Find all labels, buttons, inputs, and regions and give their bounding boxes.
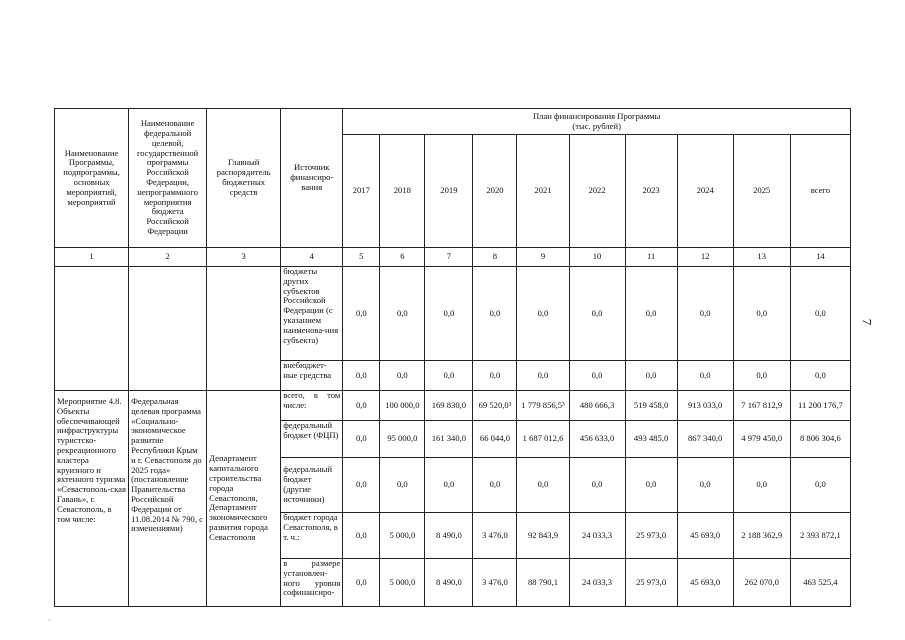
column-number: 6 [380,248,425,267]
column-number: 2 [129,248,207,267]
value-cell: 2 393 872,1 [790,513,850,559]
column-number: 8 [473,248,517,267]
year-cell: 2017 [343,135,380,248]
header-col2: Наименование федеральной целевой, государственной программы Российской Федерации, непрограммного мероприятия бюджета Российской Федерации [129,109,207,248]
column-number: 12 [677,248,733,267]
value-cell: 913 033,0 [677,391,733,421]
column-number: 13 [733,248,790,267]
column-number: 1 [55,248,129,267]
value-cell: 463 525,4 [790,559,850,607]
value-cell: 0,0 [677,267,733,361]
column-number: 11 [625,248,677,267]
column-numbers-row [55,248,851,267]
column-number: 7 [425,248,473,267]
value-cell: 0,0 [343,361,380,391]
year-cell: 2021 [517,135,569,248]
value-cell: 169 830,0 [425,391,473,421]
value-cell: 0,0 [425,458,473,513]
value-cell: 0,0 [380,458,425,513]
value-cell: 8 490,0 [425,513,473,559]
value-cell: 456 633,0 [569,421,625,458]
year-cell: 2023 [625,135,677,248]
value-cell: 0,0 [790,361,850,391]
value-cell: 7 167 812,9 [733,391,790,421]
value-cell: 1 779 856,5³ [517,391,569,421]
header-plan: План финансирования Программы (тыс. рублей) [343,109,851,135]
value-cell: 0,0 [733,267,790,361]
column-number: 3 [207,248,281,267]
value-cell: 0,0 [343,559,380,607]
value-cell: 8 806 304,6 [790,421,850,458]
value-cell: 0,0 [517,361,569,391]
value-cell: 262 070,0 [733,559,790,607]
value-cell: 1 687 012,6 [517,421,569,458]
value-cell: 0,0 [625,361,677,391]
value-cell: 0,0 [473,267,517,361]
value-cell: 25 973,0 [625,513,677,559]
value-cell: 24 033,3 [569,513,625,559]
source-cell: внебюджет-ные средства [281,361,343,391]
value-cell: 0,0 [733,458,790,513]
value-cell: 0,0 [625,458,677,513]
value-cell: 0,0 [569,267,625,361]
value-cell: 519 458,0 [625,391,677,421]
value-cell: 0,0 [677,458,733,513]
value-cell: 0,0 [473,361,517,391]
value-cell: 69 520,0³ [473,391,517,421]
value-cell: 867 340,0 [677,421,733,458]
value-cell: 0,0 [380,267,425,361]
value-cell: 0,0 [425,267,473,361]
empty-cell [129,267,207,391]
source-cell: в размере установлен-ного уровня софинансиро- [281,559,343,607]
value-cell: 88 790,1 [517,559,569,607]
year-cell: всего [790,135,850,248]
value-cell: 0,0 [380,361,425,391]
column-number: 9 [517,248,569,267]
source-cell: федеральный бюджет (другие источники) [281,458,343,513]
value-cell: 45 693,0 [677,513,733,559]
value-cell: 0,0 [569,458,625,513]
value-cell: 0,0 [473,458,517,513]
empty-cell [55,267,129,391]
value-cell: 161 340,0 [425,421,473,458]
value-cell: 4 979 450,0 [733,421,790,458]
value-cell: 0,0 [625,267,677,361]
value-cell: 66 044,0 [473,421,517,458]
value-cell: 493 485,0 [625,421,677,458]
table-row [55,391,851,421]
scan-mark: ‚ [48,614,51,622]
year-cell: 2024 [677,135,733,248]
value-cell: 24 033,3 [569,559,625,607]
value-cell: 480 666,3 [569,391,625,421]
value-cell: 0,0 [677,361,733,391]
column-number: 14 [790,248,850,267]
year-cell: 2022 [569,135,625,248]
value-cell: 100 000,0 [380,391,425,421]
value-cell: 25 973,0 [625,559,677,607]
value-cell: 5 000,0 [380,559,425,607]
source-cell: бюджет города Севастополя, в т. ч.: [281,513,343,559]
value-cell: 3 476,0 [473,513,517,559]
header-col4: Источник финансиро-вания [281,109,343,248]
value-cell: 0,0 [790,267,850,361]
header-col1: Наименование Программы, подпрограммы, основных мероприятий, мероприятий [55,109,129,248]
activity-program: Федеральная целевая программа «Социально-экономическое развитие Республики Крым и г. Севастополя до 2025 года» (постановление Правительства Российской Федерации от 11.08.2014 № 790, с изменениями) [129,391,207,607]
year-cell: 2020 [473,135,517,248]
financing-table [54,108,851,607]
value-cell: 5 000,0 [380,513,425,559]
header-col3: Главный распорядитель бюджетных средств [207,109,281,248]
value-cell: 0,0 [343,267,380,361]
source-cell: всего, в том числе: [281,391,343,421]
activity-name: Мероприятие 4.8. Объекты обеспечивающей инфраструктуры туристско-рекреационного кластера круизного и яхтенного туризма «Севастополь-ская Гавань», г. Севастополь, в том числе: [55,391,129,607]
value-cell: 2 188 362,9 [733,513,790,559]
year-cell: 2019 [425,135,473,248]
year-cell: 2025 [733,135,790,248]
value-cell: 8 490,0 [425,559,473,607]
value-cell: 0,0 [425,361,473,391]
value-cell: 92 843,9 [517,513,569,559]
value-cell: 0,0 [343,458,380,513]
empty-cell [207,267,281,391]
value-cell: 0,0 [343,421,380,458]
value-cell: 0,0 [343,391,380,421]
value-cell: 0,0 [343,513,380,559]
source-cell: федеральный бюджет (ФЦП) [281,421,343,458]
value-cell: 95 000,0 [380,421,425,458]
value-cell: 3 476,0 [473,559,517,607]
column-number: 4 [281,248,343,267]
value-cell: 0,0 [790,458,850,513]
table-row [55,267,851,361]
page-number: 7 [859,318,875,326]
value-cell: 0,0 [733,361,790,391]
value-cell: 0,0 [517,458,569,513]
activity-manager: Департамент капитального строительства города Севастополя, Департамент экономического развития города Севастополя [207,391,281,607]
value-cell: 45 693,0 [677,559,733,607]
column-number: 10 [569,248,625,267]
year-cell: 2018 [380,135,425,248]
value-cell: 0,0 [517,267,569,361]
value-cell: 11 200 176,7 [790,391,850,421]
source-cell: бюджеты других субъектов Российской Федерации (с указанием наименова-ния субъекта) [281,267,343,361]
column-number: 5 [343,248,380,267]
value-cell: 0,0 [569,361,625,391]
